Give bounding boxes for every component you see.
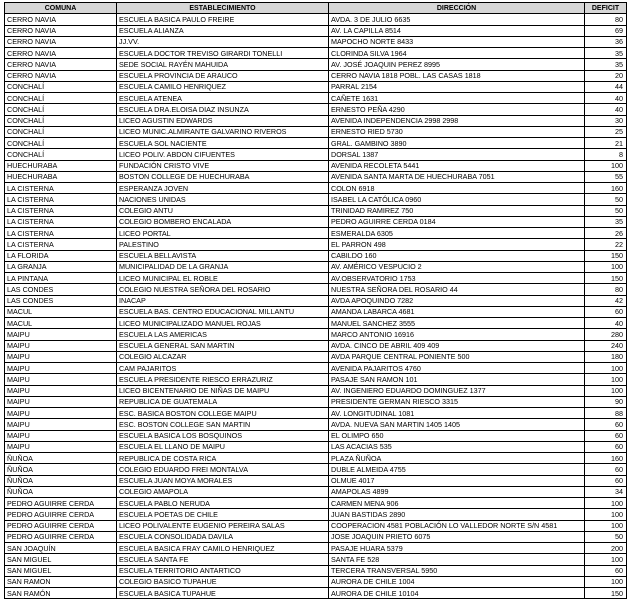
comuna-cell: MAIPU — [5, 396, 117, 407]
comuna-cell: CONCHALÍ — [5, 93, 117, 104]
table-row — [5, 70, 627, 81]
direccion-cell: AMANDA LABARCA 4681 — [329, 306, 585, 317]
table-row — [5, 520, 627, 531]
establecimiento-cell: ESCUELA PRESIDENTE RIESCO ERRAZURIZ — [117, 374, 329, 385]
deficit-cell: 8 — [585, 149, 627, 160]
table-row — [5, 81, 627, 92]
deficit-cell: 44 — [585, 81, 627, 92]
direccion-cell: AV. AMÉRICO VESPUCIO 2 — [329, 261, 585, 272]
establecimiento-cell: LICEO PORTAL — [117, 228, 329, 239]
table-row — [5, 363, 627, 374]
comuna-cell: LA CISTERNA — [5, 183, 117, 194]
table-row — [5, 216, 627, 227]
table-row — [5, 351, 627, 362]
deficit-cell: 22 — [585, 239, 627, 250]
deficit-cell: 20 — [585, 70, 627, 81]
establecimiento-cell: COLEGIO AMAPOLA — [117, 486, 329, 497]
direccion-cell: AV.OBSERVATORIO 1753 — [329, 273, 585, 284]
deficit-cell: 160 — [585, 183, 627, 194]
establecimiento-cell: LICEO BICENTENARIO DE NIÑAS DE MAIPU — [117, 385, 329, 396]
comuna-cell: CERRO NAVIA — [5, 59, 117, 70]
table-row — [5, 498, 627, 509]
establecimiento-cell: COLEGIO NUESTRA SEÑORA DEL ROSARIO — [117, 284, 329, 295]
deficit-cell: 30 — [585, 115, 627, 126]
establecimiento-cell: ESCUELA BASICA LOS BOSQUINOS — [117, 430, 329, 441]
establecimiento-cell: ESCUELA DOCTOR TREVISO GIRARDI TONELLI — [117, 48, 329, 59]
establecimiento-cell: ESCUELA PABLO NERUDA — [117, 498, 329, 509]
deficit-cell: 26 — [585, 228, 627, 239]
comuna-cell: MAIPU — [5, 340, 117, 351]
establecimiento-cell: COLEGIO ALCAZAR — [117, 351, 329, 362]
direccion-cell: AMAPOLAS 4899 — [329, 486, 585, 497]
direccion-cell: SANTA FE 528 — [329, 554, 585, 565]
establecimiento-cell: ESCUELA ATENEA — [117, 93, 329, 104]
direccion-cell: GRAL. GAMBINO 3890 — [329, 138, 585, 149]
deficit-cell: 80 — [585, 14, 627, 25]
direccion-cell: AVDA APOQUINDO 7282 — [329, 295, 585, 306]
deficit-cell: 60 — [585, 464, 627, 475]
deficit-table-sheet — [4, 2, 626, 599]
table-body — [5, 14, 627, 599]
deficit-cell: 100 — [585, 498, 627, 509]
establecimiento-cell: JJ.VV. — [117, 36, 329, 47]
comuna-cell: ÑUÑOA — [5, 486, 117, 497]
deficit-cell: 150 — [585, 273, 627, 284]
deficit-cell: 50 — [585, 194, 627, 205]
direccion-cell: AVDA. CINCO DE ABRIL 409 409 — [329, 340, 585, 351]
table-row — [5, 396, 627, 407]
table-row — [5, 543, 627, 554]
table-row — [5, 239, 627, 250]
table-row — [5, 183, 627, 194]
establecimiento-cell: ESCUELA SOL NACIENTE — [117, 138, 329, 149]
deficit-cell: 100 — [585, 520, 627, 531]
table-row — [5, 340, 627, 351]
comuna-cell: ÑUÑOA — [5, 475, 117, 486]
deficit-cell: 60 — [585, 306, 627, 317]
comuna-cell: MAIPU — [5, 441, 117, 452]
table-row — [5, 329, 627, 340]
table-row — [5, 576, 627, 587]
table-row — [5, 588, 627, 599]
establecimiento-cell: LICEO POLIV. ABDON CIFUENTES — [117, 149, 329, 160]
direccion-cell: EL PARRON 498 — [329, 239, 585, 250]
direccion-cell: CAÑETE 1631 — [329, 93, 585, 104]
direccion-cell: AVENIDA SANTA MARTA DE HUECHURABA 7051 — [329, 171, 585, 182]
establecimiento-cell: ESCUELA DRA.ELOISA DIAZ INSUNZA — [117, 104, 329, 115]
comuna-cell: SAN MIGUEL — [5, 565, 117, 576]
table-row — [5, 385, 627, 396]
table-row — [5, 171, 627, 182]
comuna-cell: CERRO NAVIA — [5, 36, 117, 47]
establecimiento-cell: SEDE SOCIAL RAYÉN MAHUIDA — [117, 59, 329, 70]
deficit-cell: 60 — [585, 565, 627, 576]
comuna-cell: MAIPU — [5, 374, 117, 385]
comuna-cell: CERRO NAVIA — [5, 70, 117, 81]
establecimiento-cell: ESCUELA BASICA TUPAHUE — [117, 588, 329, 599]
establecimiento-cell: ESCUELA BELLAVISTA — [117, 250, 329, 261]
establecimiento-cell: BOSTON COLLEGE DE HUECHURABA — [117, 171, 329, 182]
table-row — [5, 115, 627, 126]
comuna-cell: LA CISTERNA — [5, 239, 117, 250]
establecimiento-cell: LICEO AGUSTIN EDWARDS — [117, 115, 329, 126]
deficit-cell: 100 — [585, 160, 627, 171]
establecimiento-cell: ESCUELA EL LLANO DE MAIPU — [117, 441, 329, 452]
deficit-cell: 100 — [585, 374, 627, 385]
deficit-cell: 100 — [585, 576, 627, 587]
direccion-cell: JUAN BASTIDAS 2890 — [329, 509, 585, 520]
comuna-cell: PEDRO AGUIRRE CERDA — [5, 498, 117, 509]
establecimiento-cell: ESCUELA JUAN MOYA MORALES — [117, 475, 329, 486]
table-row — [5, 48, 627, 59]
comuna-cell: SAN RAMON — [5, 576, 117, 587]
establecimiento-cell: ESCUELA ALIANZA — [117, 25, 329, 36]
establecimiento-cell: ESCUELA SANTA FE — [117, 554, 329, 565]
establecimiento-cell: MUNICIPALIDAD DE LA GRANJA — [117, 261, 329, 272]
direccion-cell: COOPERACION 4581 POBLACIÓN LO VALLEDOR NORTE S/N 4581 — [329, 520, 585, 531]
deficit-cell: 200 — [585, 543, 627, 554]
comuna-cell: CERRO NAVIA — [5, 48, 117, 59]
deficit-cell: 160 — [585, 453, 627, 464]
establecimiento-cell: ESCUELA CAMILO HENRIQUEZ — [117, 81, 329, 92]
deficit-cell: 100 — [585, 261, 627, 272]
comuna-cell: SAN RAMÓN — [5, 588, 117, 599]
direccion-cell: AURORA DE CHILE 1004 — [329, 576, 585, 587]
establecimiento-cell: FUNDACIÓN CRISTO VIVE — [117, 160, 329, 171]
header-direccion: DIRECCIÓN — [329, 3, 585, 14]
table-row — [5, 205, 627, 216]
establecimiento-cell: LICEO MUNICIPAL EL ROBLE — [117, 273, 329, 284]
table-row — [5, 25, 627, 36]
direccion-cell: MANUEL SANCHEZ 3555 — [329, 318, 585, 329]
comuna-cell: LAS CONDES — [5, 284, 117, 295]
direccion-cell: AURORA DE CHILE 10104 — [329, 588, 585, 599]
deficit-table — [4, 2, 627, 599]
comuna-cell: CONCHALÍ — [5, 138, 117, 149]
table-row — [5, 531, 627, 542]
comuna-cell: MACUL — [5, 318, 117, 329]
comuna-cell: LA CISTERNA — [5, 194, 117, 205]
direccion-cell: CERRO NAVIA 1818 POBL. LAS CASAS 1818 — [329, 70, 585, 81]
direccion-cell: ERNESTO RIED 5730 — [329, 126, 585, 137]
comuna-cell: CONCHALÍ — [5, 126, 117, 137]
deficit-cell: 50 — [585, 205, 627, 216]
direccion-cell: CARMEN MENA 906 — [329, 498, 585, 509]
establecimiento-cell: ESCUELA TERRITORIO ANTARTICO — [117, 565, 329, 576]
comuna-cell: HUECHURABA — [5, 171, 117, 182]
table-row — [5, 250, 627, 261]
table-row — [5, 486, 627, 497]
establecimiento-cell: COLEGIO BOMBERO ENCALADA — [117, 216, 329, 227]
establecimiento-cell: NACIONES UNIDAS — [117, 194, 329, 205]
deficit-cell: 42 — [585, 295, 627, 306]
direccion-cell: CLORINDA SILVA 1964 — [329, 48, 585, 59]
comuna-cell: CONCHALÍ — [5, 104, 117, 115]
direccion-cell: AV. JOSÉ JOAQUIN PEREZ 8995 — [329, 59, 585, 70]
table-row — [5, 36, 627, 47]
table-row — [5, 284, 627, 295]
direccion-cell: ESMERALDA 6305 — [329, 228, 585, 239]
comuna-cell: MAIPU — [5, 385, 117, 396]
comuna-cell: SAN JOAQUÍN — [5, 543, 117, 554]
establecimiento-cell: ESC. BOSTON COLLEGE SAN MARTIN — [117, 419, 329, 430]
table-row — [5, 126, 627, 137]
comuna-cell: PEDRO AGUIRRE CERDA — [5, 520, 117, 531]
comuna-cell: LA FLORIDA — [5, 250, 117, 261]
establecimiento-cell: REPUBLICA DE GUATEMALA — [117, 396, 329, 407]
direccion-cell: PLAZA ÑUÑOA — [329, 453, 585, 464]
table-row — [5, 104, 627, 115]
direccion-cell: AVENIDA PAJARITOS 4760 — [329, 363, 585, 374]
direccion-cell: MAPOCHO NORTE 8433 — [329, 36, 585, 47]
direccion-cell: PARRAL 2154 — [329, 81, 585, 92]
deficit-cell: 60 — [585, 419, 627, 430]
direccion-cell: TRINIDAD RAMIREZ 750 — [329, 205, 585, 216]
deficit-cell: 55 — [585, 171, 627, 182]
establecimiento-cell: REPUBLICA DE COSTA RICA — [117, 453, 329, 464]
comuna-cell: CONCHALÍ — [5, 81, 117, 92]
comuna-cell: PEDRO AGUIRRE CERDA — [5, 531, 117, 542]
establecimiento-cell: ESC. BASICA BOSTON COLLEGE MAIPU — [117, 408, 329, 419]
comuna-cell: MACUL — [5, 306, 117, 317]
comuna-cell: LA CISTERNA — [5, 216, 117, 227]
header-establecimiento: ESTABLECIMIENTO — [117, 3, 329, 14]
deficit-cell: 35 — [585, 48, 627, 59]
deficit-cell: 34 — [585, 486, 627, 497]
table-row — [5, 441, 627, 452]
comuna-cell: CONCHALÍ — [5, 115, 117, 126]
direccion-cell: AVENIDA RECOLETA 5441 — [329, 160, 585, 171]
header-deficit: DEFICIT — [585, 3, 627, 14]
establecimiento-cell: ESCUELA CONSOLIDADA DAVILA — [117, 531, 329, 542]
comuna-cell: MAIPU — [5, 363, 117, 374]
comuna-cell: CONCHALÍ — [5, 149, 117, 160]
table-row — [5, 318, 627, 329]
establecimiento-cell: ESCUELA BAS. CENTRO EDUCACIONAL MILLANTU — [117, 306, 329, 317]
establecimiento-cell: CAM PAJARITOS — [117, 363, 329, 374]
deficit-cell: 88 — [585, 408, 627, 419]
establecimiento-cell: INACAP — [117, 295, 329, 306]
direccion-cell: ISABEL LA CATÓLICA 0960 — [329, 194, 585, 205]
table-row — [5, 138, 627, 149]
table-row — [5, 419, 627, 430]
table-header — [5, 3, 627, 14]
establecimiento-cell: COLEGIO EDUARDO FREI MONTALVA — [117, 464, 329, 475]
header-row — [5, 3, 627, 14]
deficit-cell: 36 — [585, 36, 627, 47]
table-row — [5, 430, 627, 441]
establecimiento-cell: LICEO MUNIC.ALMIRANTE GALVARINO RIVEROS — [117, 126, 329, 137]
table-row — [5, 554, 627, 565]
table-row — [5, 160, 627, 171]
direccion-cell: NUESTRA SEÑORA DEL ROSARIO 44 — [329, 284, 585, 295]
table-row — [5, 273, 627, 284]
direccion-cell: DUBLE ALMEIDA 4755 — [329, 464, 585, 475]
table-row — [5, 475, 627, 486]
table-row — [5, 93, 627, 104]
header-comuna: COMUNA — [5, 3, 117, 14]
comuna-cell: MAIPU — [5, 430, 117, 441]
deficit-cell: 60 — [585, 430, 627, 441]
comuna-cell: LA GRANJA — [5, 261, 117, 272]
direccion-cell: CABILDO 160 — [329, 250, 585, 261]
direccion-cell: MARCO ANTONIO 16916 — [329, 329, 585, 340]
deficit-cell: 90 — [585, 396, 627, 407]
table-row — [5, 261, 627, 272]
table-row — [5, 408, 627, 419]
comuna-cell: ÑUÑOA — [5, 464, 117, 475]
deficit-cell: 60 — [585, 441, 627, 452]
table-row — [5, 464, 627, 475]
direccion-cell: AV. LONGITUDINAL 1081 — [329, 408, 585, 419]
direccion-cell: PEDRO AGUIRRE CERDA 0184 — [329, 216, 585, 227]
deficit-cell: 280 — [585, 329, 627, 340]
establecimiento-cell: PALESTINO — [117, 239, 329, 250]
establecimiento-cell: LICEO POLIVALENTE EUGENIO PEREIRA SALAS — [117, 520, 329, 531]
table-row — [5, 509, 627, 520]
direccion-cell: LAS ACACIAS 535 — [329, 441, 585, 452]
comuna-cell: HUECHURABA — [5, 160, 117, 171]
table-row — [5, 59, 627, 70]
comuna-cell: SAN MIGUEL — [5, 554, 117, 565]
establecimiento-cell: ESCUELA GENERAL SAN MARTIN — [117, 340, 329, 351]
direccion-cell: DORSAL 1387 — [329, 149, 585, 160]
comuna-cell: CERRO NAVIA — [5, 14, 117, 25]
table-row — [5, 374, 627, 385]
deficit-cell: 80 — [585, 284, 627, 295]
table-row — [5, 228, 627, 239]
deficit-cell: 40 — [585, 104, 627, 115]
deficit-cell: 50 — [585, 531, 627, 542]
direccion-cell: PRESIDENTE GERMAN RIESCO 3315 — [329, 396, 585, 407]
direccion-cell: AVENIDA INDEPENDENCIA 2998 2998 — [329, 115, 585, 126]
establecimiento-cell: ESCUELA BASICA PAULO FREIRE — [117, 14, 329, 25]
direccion-cell: OLMUE 4017 — [329, 475, 585, 486]
deficit-cell: 100 — [585, 363, 627, 374]
direccion-cell: JOSE JOAQUIN PRIETO 6075 — [329, 531, 585, 542]
direccion-cell: COLON 6918 — [329, 183, 585, 194]
establecimiento-cell: ESCUELA POETAS DE CHILE — [117, 509, 329, 520]
establecimiento-cell: COLEGIO BASICO TUPAHUE — [117, 576, 329, 587]
deficit-cell: 60 — [585, 475, 627, 486]
direccion-cell: PASAJE HUARA 5379 — [329, 543, 585, 554]
comuna-cell: MAIPU — [5, 351, 117, 362]
deficit-cell: 240 — [585, 340, 627, 351]
table-row — [5, 306, 627, 317]
deficit-cell: 69 — [585, 25, 627, 36]
direccion-cell: AV. INGENIERO EDUARDO DOMINGUEZ 1377 — [329, 385, 585, 396]
direccion-cell: ERNESTO PEÑA 4290 — [329, 104, 585, 115]
deficit-cell: 150 — [585, 250, 627, 261]
deficit-cell: 40 — [585, 318, 627, 329]
deficit-cell: 150 — [585, 588, 627, 599]
table-row — [5, 453, 627, 464]
deficit-cell: 21 — [585, 138, 627, 149]
comuna-cell: LA CISTERNA — [5, 228, 117, 239]
direccion-cell: PASAJE SAN RAMON 101 — [329, 374, 585, 385]
comuna-cell: CERRO NAVIA — [5, 25, 117, 36]
deficit-cell: 100 — [585, 509, 627, 520]
table-row — [5, 149, 627, 160]
comuna-cell: ÑUÑOA — [5, 453, 117, 464]
direccion-cell: AVDA PARQUE CENTRAL PONIENTE 500 — [329, 351, 585, 362]
comuna-cell: MAIPU — [5, 329, 117, 340]
comuna-cell: LA PINTANA — [5, 273, 117, 284]
deficit-cell: 35 — [585, 216, 627, 227]
establecimiento-cell: ESPERANZA JOVEN — [117, 183, 329, 194]
comuna-cell: LAS CONDES — [5, 295, 117, 306]
direccion-cell: EL OLIMPO 650 — [329, 430, 585, 441]
establecimiento-cell: ESCUELA BASICA FRAY CAMILO HENRIQUEZ — [117, 543, 329, 554]
establecimiento-cell: COLEGIO ANTU — [117, 205, 329, 216]
deficit-cell: 25 — [585, 126, 627, 137]
direccion-cell: AVDA. 3 DE JULIO 6635 — [329, 14, 585, 25]
table-row — [5, 295, 627, 306]
comuna-cell: MAIPU — [5, 419, 117, 430]
comuna-cell: LA CISTERNA — [5, 205, 117, 216]
comuna-cell: MAIPU — [5, 408, 117, 419]
deficit-cell: 35 — [585, 59, 627, 70]
comuna-cell: PEDRO AGUIRRE CERDA — [5, 509, 117, 520]
deficit-cell: 100 — [585, 385, 627, 396]
direccion-cell: AVDA. NUEVA SAN MARTIN 1405 1405 — [329, 419, 585, 430]
table-row — [5, 14, 627, 25]
establecimiento-cell: LICEO MUNICIPALIZADO MANUEL ROJAS — [117, 318, 329, 329]
deficit-cell: 100 — [585, 554, 627, 565]
direccion-cell: AV. LA CAPILLA 8514 — [329, 25, 585, 36]
direccion-cell: TERCERA TRANSVERSAL 5950 — [329, 565, 585, 576]
establecimiento-cell: ESCUELA LAS AMERICAS — [117, 329, 329, 340]
deficit-cell: 40 — [585, 93, 627, 104]
table-row — [5, 194, 627, 205]
deficit-cell: 180 — [585, 351, 627, 362]
table-row — [5, 565, 627, 576]
establecimiento-cell: ESCUELA PROVINCIA DE ARAUCO — [117, 70, 329, 81]
